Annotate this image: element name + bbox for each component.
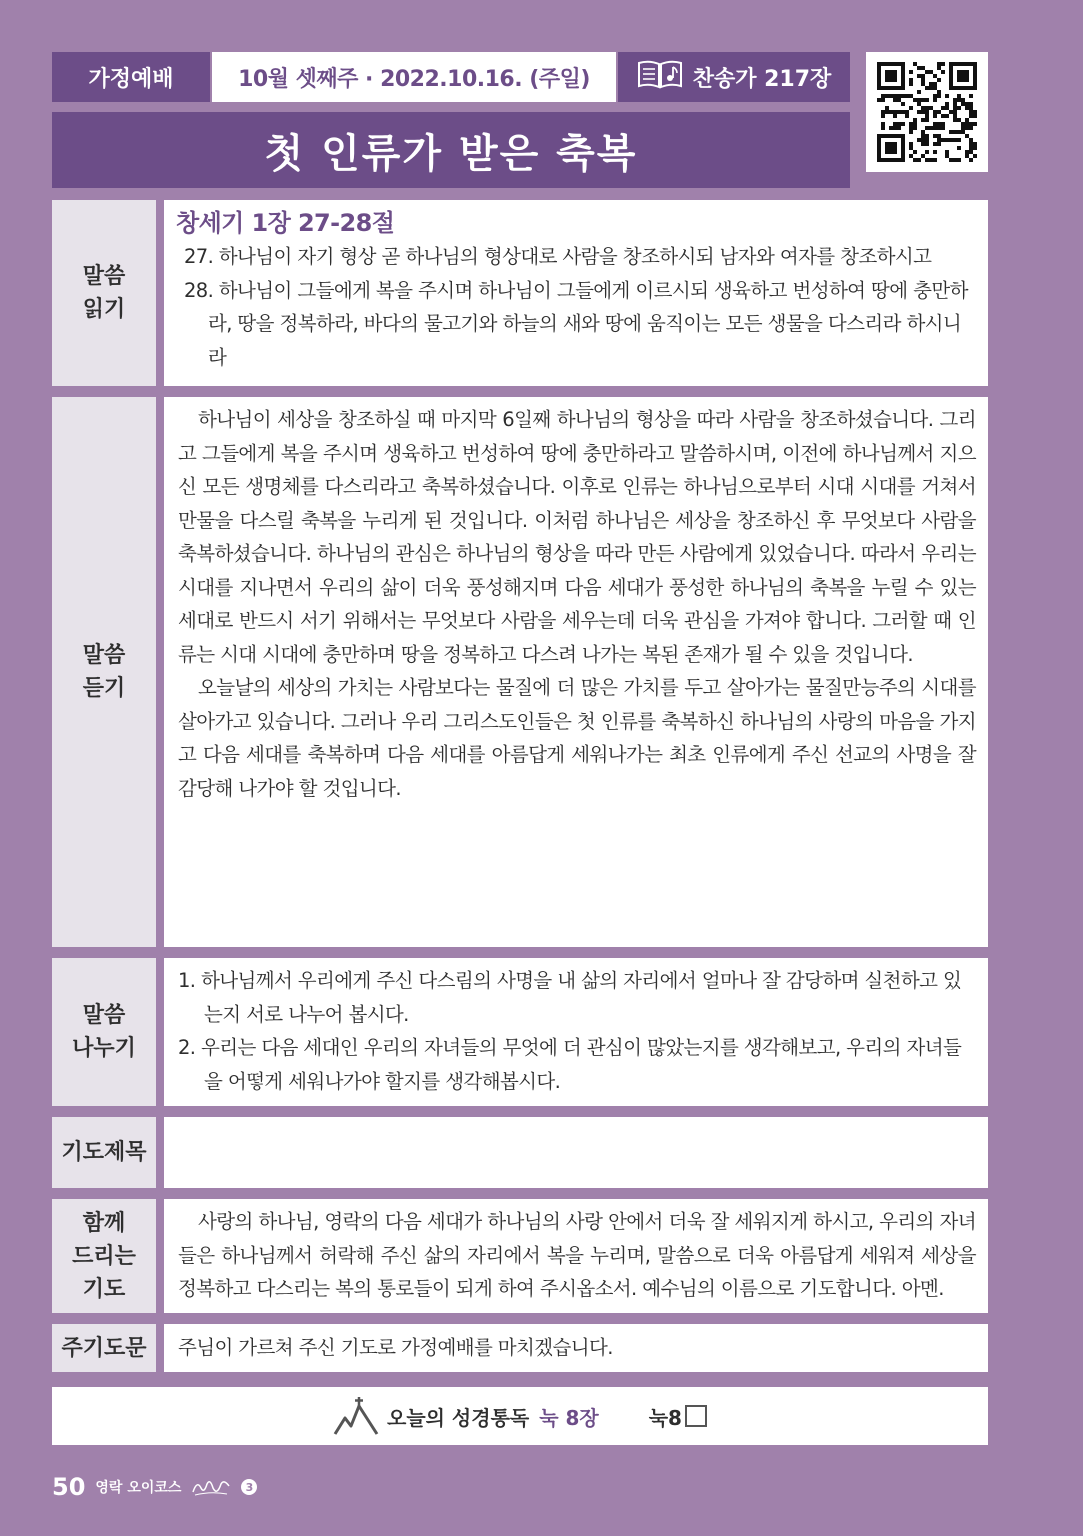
reading-content [164, 200, 988, 386]
worship-date-label: 10월 셋째주 · 2022.10.16. (주일) [238, 66, 590, 92]
listening-label-line2: 듣기 [82, 676, 126, 701]
daily-reading-label: 오늘의 성경통독 [387, 1405, 530, 1430]
sermon-paragraph-2: 오늘날의 세상의 가치는 사람보다는 물질에 더 많은 가치를 두고 살아가는 물질만능주의 시대를 살아가고 있습니다. 그러나 우리 그리스도인들은 첫 인류를 축복하신 하나님의 사랑의 마음을 가지고 다음 세대를 축복하며 다음 세대를 아름답게 세워나가는 최초 인류에게 주신 선교의 사명을 잘 감당해 나가야 할 것입니다. [178, 676, 976, 800]
volume-badge [241, 1479, 257, 1495]
common-prayer-text: 사랑의 하나님, 영락의 다음 세대가 하나님의 사랑 안에서 더욱 잘 세워지게 하시고, 우리의 자녀들은 하나님께서 허락해 주신 삶의 자리에서 복을 누리며, 말씀으로 더욱 아름답게 세워져 세상을 정복하고 다스리는 복의 통로들이 되게 하여 주시옵소서. 예수님의 이름으로 기도합니다. 아멘. [178, 1210, 976, 1300]
common-prayer-label-line2: 드리는 [72, 1243, 136, 1269]
prayer-topic-label-text: 기도제목 [61, 1140, 147, 1165]
worship-tag-label: 가정예배 [88, 66, 174, 92]
prayer-topic-field[interactable] [164, 1117, 988, 1188]
page-footer [52, 1470, 257, 1504]
sermon-paragraph-1: 하나님이 세상을 창조하실 때 마지막 6일째 하나님의 형상을 따라 사람을 창조하셨습니다. 그리고 그들에게 복을 주시며 생육하고 번성하여 땅에 충만하라고 말씀하시며, 이전에 하나님께서 지으신 모든 생명체를 다스리라고 축복하셨습니다. 이후로 인류는 하나님으로부터 시대 시대를 거쳐서 만물을 다스릴 축복을 누리게 된 것입니다. 이처럼 하나님은 세상을 창조하신 후 무엇보다 사람을 축복하셨습니다. 하나님의 관심은 하나님의 형상을 따라 만든 사람에게 있었습니다. 따라서 우리는 시대를 지나면서 우리의 삶이 더욱 풍성해지며 다음 세대가 풍성한 하나님의 축복을 누릴 수 있는 세대로 반드시 서기 위해서는 무엇보다 사람을 세우는데 더욱 관심을 가져야 합니다. 그러할 때 인류는 시대 시대에 충만하며 땅을 정복하고 다스려 나가는 복된 존재가 될 수 있을 것입니다. [178, 408, 976, 666]
daily-reading-chapter: 눅 8장 [539, 1405, 599, 1430]
hymnal-book-icon [637, 59, 683, 95]
page-title [52, 112, 850, 188]
daily-bible-reading [52, 1387, 988, 1445]
lords-prayer-text: 주님이 가르쳐 주신 기도로 가정예배를 마치겠습니다. [178, 1336, 613, 1360]
listening-content [164, 397, 988, 947]
common-prayer-label [52, 1199, 156, 1313]
reading-check-label: 눅8 [648, 1405, 682, 1430]
signature-logo-icon [191, 1476, 231, 1498]
volume-number: 3 [245, 1480, 254, 1494]
sharing-label [52, 958, 156, 1106]
lords-prayer-label-text: 주기도문 [61, 1335, 147, 1361]
worship-tag [52, 52, 210, 102]
reading-label-line1: 말씀 [82, 264, 126, 289]
discussion-question-2: 2. 우리는 다음 세대인 우리의 자녀들의 무엇에 더 관심이 많았는지를 생각해보고, 우리의 자녀들을 어떻게 세워나가야 할지를 생각해봅시다. [178, 1036, 962, 1093]
prayer-topic-label [52, 1117, 156, 1188]
publication-name: 영락 오이코스 [95, 1480, 182, 1496]
page-number: 50 [52, 1473, 86, 1501]
verse-27: 27. 하나님이 자기 형상 곧 하나님의 형상대로 사람을 창조하시되 남자와 여자를 창조하시고 [184, 245, 932, 268]
hymn-number [618, 52, 850, 102]
mountain-cross-icon [333, 1396, 379, 1436]
sharing-label-line1: 말씀 [82, 1003, 126, 1028]
qr-code-icon [877, 62, 977, 162]
listening-label [52, 397, 156, 947]
reading-label [52, 200, 156, 386]
scripture-reference: 창세기 1장 27-28절 [176, 209, 395, 237]
lords-prayer-label [52, 1324, 156, 1372]
common-prayer-label-line1: 함께 [82, 1210, 126, 1236]
listening-label-line1: 말씀 [82, 643, 126, 668]
qr-code[interactable] [866, 52, 988, 172]
discussion-question-1: 1. 하나님께서 우리에게 주신 다스림의 사명을 내 삶의 자리에서 얼마나 잘 감당하며 실천하고 있는지 서로 나누어 봅시다. [178, 969, 962, 1026]
sharing-content [164, 958, 988, 1106]
common-prayer-label-line3: 기도 [82, 1276, 126, 1302]
verse-28: 28. 하나님이 그들에게 복을 주시며 하나님이 그들에게 이르시되 생육하고 번성하여 땅에 충만하라, 땅을 정복하라, 바다의 물고기와 하늘의 새와 땅에 움직이는 모든 생물을 다스리라 하시니라 [184, 278, 968, 369]
worship-date [212, 52, 616, 102]
lords-prayer-content [164, 1324, 988, 1372]
page-title-text: 첫 인류가 받은 축복 [264, 130, 638, 177]
reading-checkbox[interactable] [685, 1405, 707, 1427]
common-prayer-content [164, 1199, 988, 1313]
hymn-label: 찬송가 217장 [692, 66, 832, 92]
sharing-label-line2: 나누기 [72, 1036, 136, 1061]
reading-label-line2: 읽기 [82, 297, 126, 322]
